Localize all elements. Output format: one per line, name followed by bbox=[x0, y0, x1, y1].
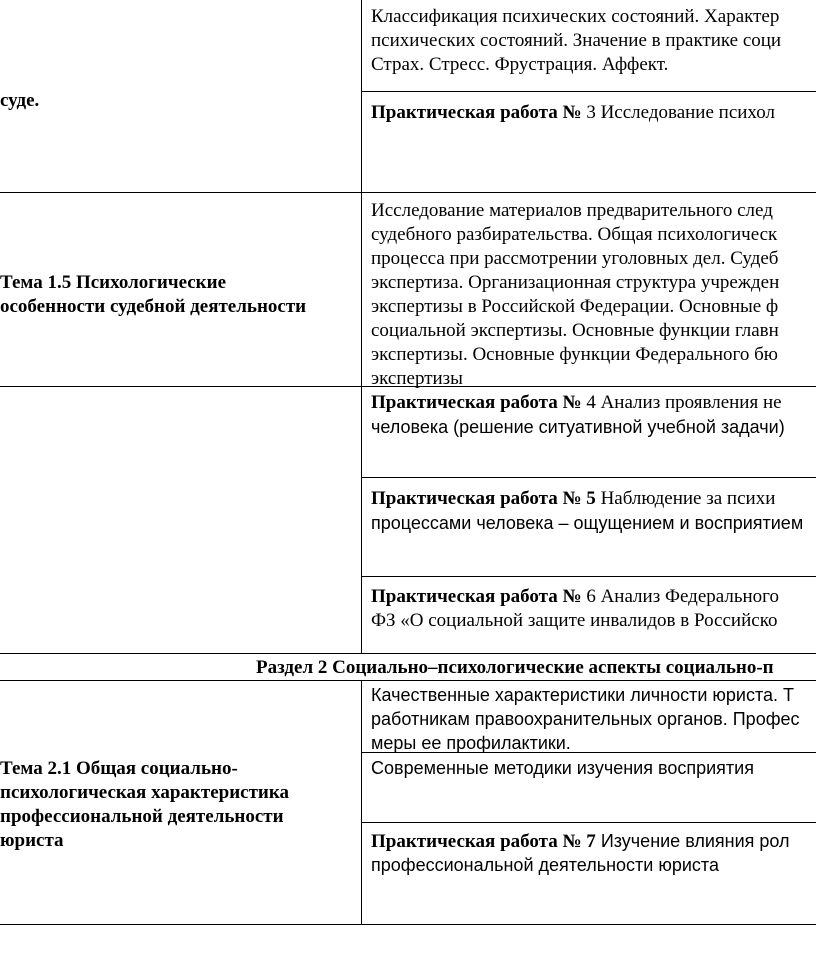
content-cell-lawyer-traits: Качественные характеристики личности юриста. Т работникам правоохранительных органов. Профес меры ее профилактики. bbox=[371, 685, 800, 753]
content-cell-psychic-states: Классификация психических состояний. Характер психических состояний. Значение в практике соци Страх. Стресс. Фрустрация. Аффект. bbox=[371, 6, 782, 75]
column-divider bbox=[361, 680, 362, 924]
topic-2-1-cell: Тема 2.1 Общая социально- психологическая характеристика профессиональной деятельности юриста bbox=[0, 758, 290, 851]
practical-work-4: Практическая работа № 4 Анализ проявления не человека (решение ситуативной учебной задачи) bbox=[371, 392, 785, 437]
practical-work-5: Практическая работа № 5 Наблюдение за психи процессами человека – ощущением и восприятием bbox=[371, 488, 804, 533]
content-cell-judicial: Исследование материалов предварительного след судебного разбирательства. Общая психологическ процесса при рассмотрении уголовных дел. Судеб экспертиза. Организационная структура учрежден экспертизы в Российской Федерации. Основные ф социальной экспертизы. Основные функции главн экспертизы. Основные функции Федерального бю экспертизы bbox=[371, 200, 780, 389]
cell-border bbox=[361, 477, 816, 478]
column-divider bbox=[361, 0, 362, 653]
cell-border bbox=[361, 822, 816, 823]
row-border bbox=[0, 924, 816, 925]
section-2-heading: Раздел 2 Социально–психологические аспекты социально-п bbox=[256, 657, 774, 678]
topic-1-5-cell: Тема 1.5 Психологические особенности судебной деятельности bbox=[0, 272, 307, 317]
practical-work-7: Практическая работа № 7 Изучение влияния рол профессиональной деятельности юриста bbox=[371, 831, 790, 875]
row-border bbox=[0, 192, 816, 193]
cell-border bbox=[361, 91, 816, 92]
content-cell-perception-methods: Современные методики изучения восприятия bbox=[371, 758, 754, 778]
cell-border bbox=[361, 576, 816, 577]
practical-work-6: Практическая работа № 6 Анализ Федерального ФЗ «О социальной защите инвалидов в Российско bbox=[371, 586, 779, 631]
topic-cell-continued: суде. bbox=[0, 90, 40, 111]
row-border bbox=[0, 653, 816, 654]
practical-work-3: Практическая работа № 3 Исследование психол bbox=[371, 102, 775, 123]
row-border bbox=[0, 680, 816, 681]
